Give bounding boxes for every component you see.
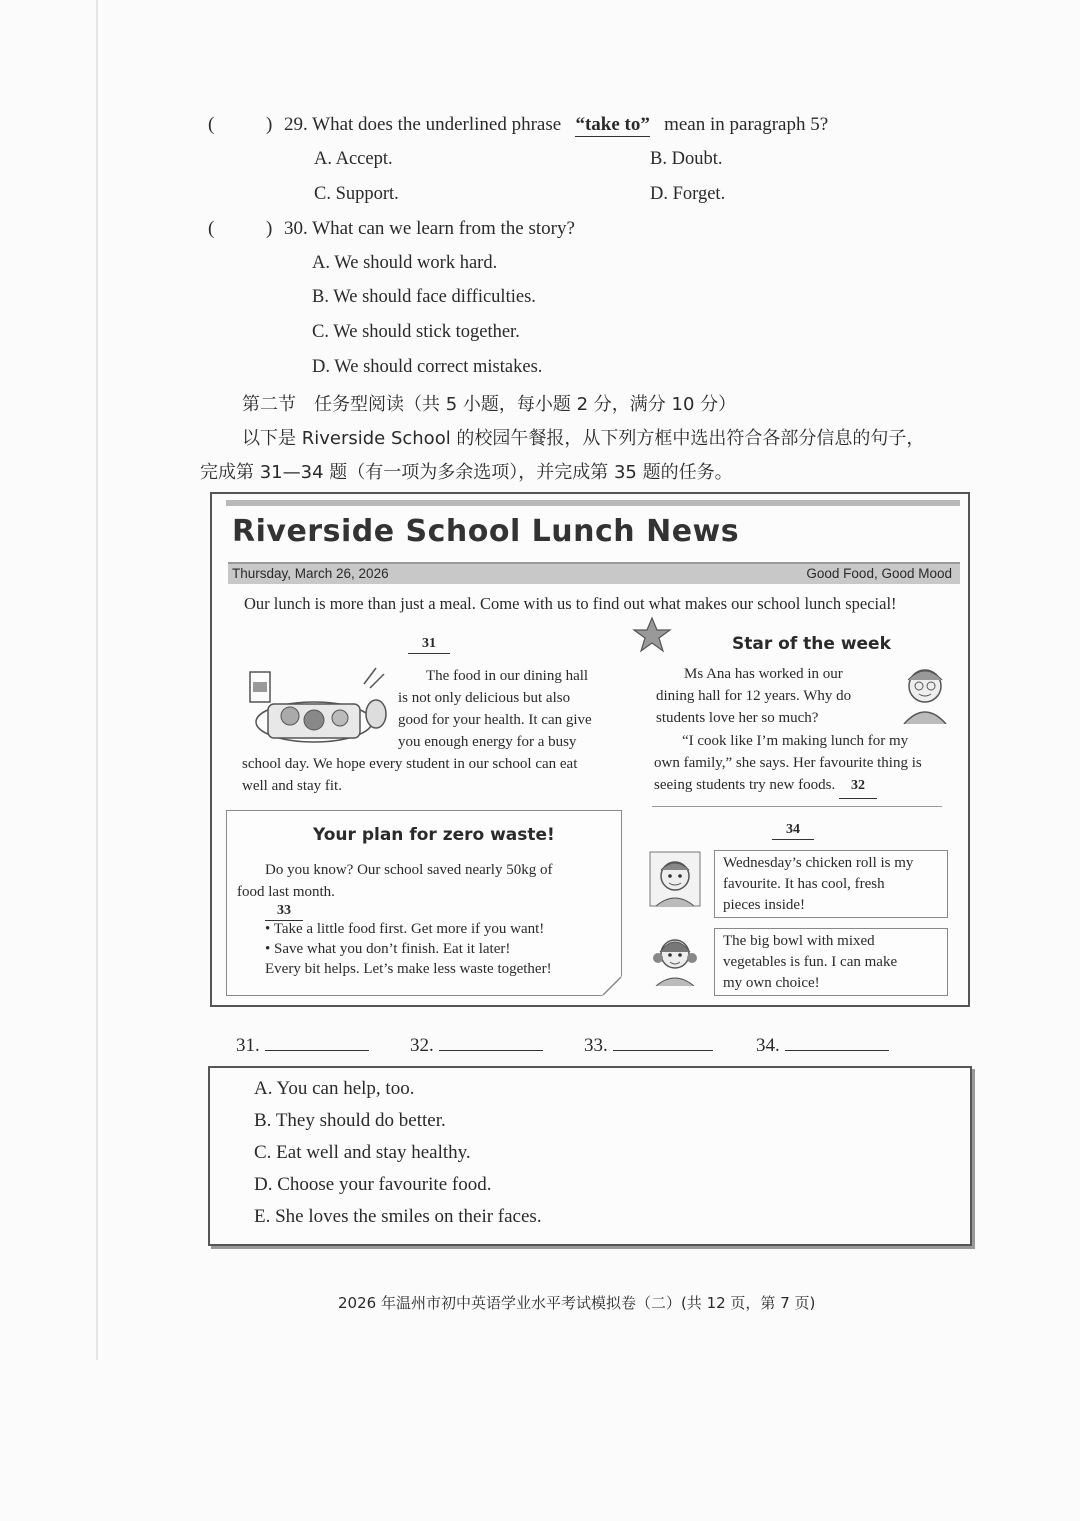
answer-paren-close-29: ) [266, 114, 273, 135]
newsletter-intro: Our lunch is more than just a meal. Come with us to find out what makes our school lunch special! [244, 594, 897, 613]
answer-33-label: 33. [584, 1035, 608, 1056]
quote-2-line: vegetables is fun. I can make [723, 954, 898, 970]
option-30-c: C. We should stick together. [312, 322, 520, 342]
quote-1-line: favourite. It has cool, fresh [723, 876, 885, 892]
question-29-stem [284, 114, 828, 136]
divider-rule [652, 806, 942, 807]
section-2-instructions-1: 以下是 Riverside School 的校园午餐报，从下列方框中选出符合各部分信息的句子， [242, 428, 925, 449]
blank-33-heading[interactable] [265, 901, 303, 921]
blank-31-label: 31 [408, 636, 450, 654]
star-line: seeing students try new foods. [654, 777, 836, 793]
choice-b: B. They should do better. [254, 1110, 446, 1131]
section-31-line: good for your health. It can give [398, 712, 592, 728]
newsletter-motto: Good Food, Good Mood [806, 566, 952, 581]
star-line: Ms Ana has worked in our [684, 666, 843, 682]
page-curl-icon [601, 975, 623, 997]
section-31-text [398, 665, 628, 753]
star-heading: Star of the week [732, 634, 891, 654]
page-edge-shadow [96, 0, 98, 1360]
zero-waste-tip: • Save what you don’t finish. Eat it later! [265, 941, 511, 957]
newsletter-top-rule [226, 500, 960, 506]
quote-2-line: The big bowl with mixed [723, 933, 875, 949]
newsletter-date-bar [228, 562, 960, 584]
answer-paren-open-30[interactable]: ( [208, 218, 215, 239]
section-31-line: you enough energy for a busy [398, 734, 577, 750]
answer-34-label: 34. [756, 1035, 780, 1056]
section-31-line: The food in our dining hall [426, 668, 589, 684]
answer-31-label: 31. [236, 1035, 260, 1056]
option-29-d: D. Forget. [650, 184, 726, 204]
lunch-tray-illustration [244, 664, 392, 748]
choice-c: C. Eat well and stay healthy. [254, 1142, 471, 1163]
answer-paren-open-29[interactable]: ( [208, 114, 215, 135]
student-quote-1 [714, 850, 948, 918]
student-quote-2 [714, 928, 948, 996]
star-line: own family,” she says. Her favourite thing is [654, 755, 922, 771]
option-30-a: A. We should work hard. [312, 253, 498, 273]
answer-33-line[interactable] [613, 1034, 713, 1051]
answer-32-line[interactable] [439, 1034, 543, 1051]
cook-portrait [898, 662, 952, 724]
zero-waste-line: food last month. [237, 884, 335, 900]
option-30-b: B. We should face difficulties. [312, 287, 536, 307]
zero-waste-tip: • Take a little food first. Get more if you want! [265, 921, 545, 937]
choices-box [208, 1066, 972, 1246]
zero-waste-closing: Every bit helps. Let’s make less waste together! [265, 961, 552, 977]
option-29-b: B. Doubt. [650, 149, 723, 169]
option-30-d: D. We should correct mistakes. [312, 357, 543, 377]
section-31-line: is not only delicious but also [398, 690, 571, 706]
star-line: dining hall for 12 years. Why do [656, 688, 852, 704]
answer-34-line[interactable] [785, 1034, 889, 1051]
choice-a: A. You can help, too. [254, 1078, 415, 1099]
answer-32-label: 32. [410, 1035, 434, 1056]
answer-32[interactable] [410, 1034, 543, 1057]
section-2-instructions-2: 完成第 31—34 题（有一项为多余选项），并完成第 35 题的任务。 [200, 462, 733, 483]
section-31-line: school day. We hope every student in our school can eat [242, 756, 578, 772]
choice-e: E. She loves the smiles on their faces. [254, 1206, 542, 1227]
underlined-phrase: “take to” [575, 114, 650, 135]
option-29-c: C. Support. [314, 184, 399, 204]
quote-1-line: pieces inside! [723, 897, 806, 913]
blank-33-label: 33 [265, 903, 303, 921]
star-line: students love her so much? [656, 710, 819, 726]
star-line: “I cook like I’m making lunch for my [682, 733, 909, 749]
question-30-stem: 30. What can we learn from the story? [284, 218, 575, 239]
blank-31-heading[interactable] [408, 634, 450, 654]
blank-32-label[interactable]: 32 [839, 775, 877, 799]
lunch-newsletter [210, 492, 970, 1007]
quote-1-line: Wednesday’s chicken roll is my [723, 855, 914, 871]
quote-2-line: my own choice! [723, 975, 820, 991]
blank-34-heading[interactable] [772, 820, 814, 840]
zero-waste-line: Do you know? Our school saved nearly 50kg of [265, 862, 553, 878]
star-text [656, 663, 896, 729]
star-text-cont [654, 730, 954, 799]
answer-paren-close-30: ) [266, 218, 273, 239]
section-2-heading: 第二节 任务型阅读（共 5 小题，每小题 2 分，满分 10 分） [242, 394, 737, 415]
blank-34-label: 34 [772, 822, 814, 840]
section-31-line: well and stay fit. [242, 778, 342, 794]
newsletter-title: Riverside School Lunch News [232, 514, 740, 549]
page-footer: 2026 年温州市初中英语学业水平考试模拟卷（二）(共 12 页，第 7 页) [338, 1294, 816, 1312]
answer-31[interactable] [236, 1034, 369, 1057]
zero-waste-heading: Your plan for zero waste! [313, 825, 555, 845]
zero-waste-box [226, 810, 622, 996]
girl-portrait [648, 928, 702, 986]
boy-portrait [648, 850, 702, 908]
question-29-text-before: 29. What does the underlined phrase [284, 114, 562, 135]
answer-33[interactable] [584, 1034, 713, 1057]
zero-waste-tips [265, 919, 615, 979]
zero-waste-text [237, 859, 617, 903]
star-icon [632, 616, 672, 654]
answer-31-line[interactable] [265, 1034, 369, 1051]
option-29-a: A. Accept. [314, 149, 393, 169]
newsletter-date: Thursday, March 26, 2026 [232, 566, 389, 581]
choice-d: D. Choose your favourite food. [254, 1174, 492, 1195]
question-29-text-after: mean in paragraph 5? [664, 114, 829, 135]
section-31-text-cont [242, 753, 622, 797]
answer-34[interactable] [756, 1034, 889, 1057]
